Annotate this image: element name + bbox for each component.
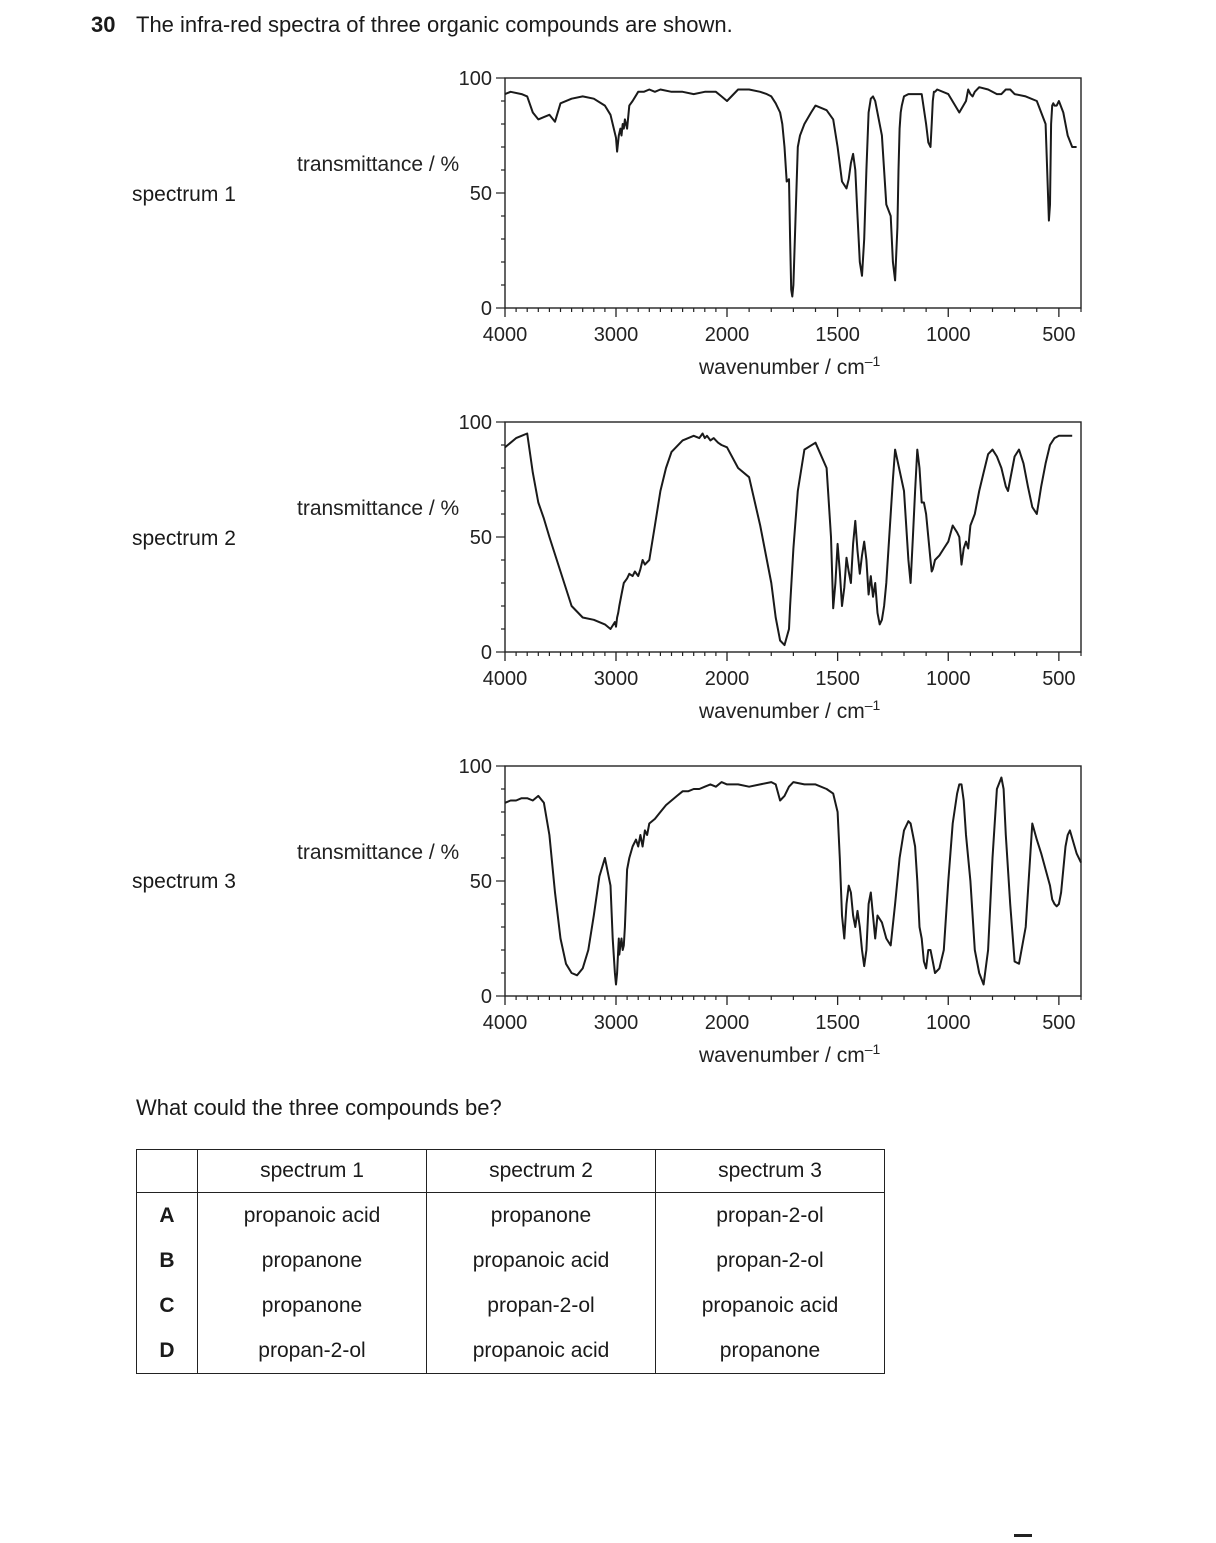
x-tick-label: 2000 [704, 668, 750, 690]
x-tick-label: 3000 [593, 668, 639, 690]
cell-spectrum-1: propanone [198, 1283, 427, 1328]
spectrum-2-label: spectrum 2 [132, 527, 236, 550]
x-tick-label: 3000 [593, 1012, 639, 1034]
x-tick-label: 1000 [926, 668, 971, 690]
y-tick-label: 100 [458, 756, 492, 778]
spectrum-3-chart [297, 756, 1081, 1067]
y-tick-label: 50 [469, 183, 492, 205]
x-tick-label: 500 [1042, 1012, 1076, 1034]
x-axis-label-superscript: –1 [864, 353, 881, 369]
cell-spectrum-3: propan-2-ol [656, 1193, 885, 1239]
option-letter: B [137, 1238, 198, 1283]
cell-spectrum-2: propanoic acid [427, 1328, 656, 1374]
y-axis-label: transmittance / % [297, 153, 460, 176]
answer-table [136, 1149, 885, 1374]
x-tick-label: 1000 [926, 1012, 971, 1034]
x-axis-label: wavenumber / $cm^{-1}$ [699, 697, 881, 723]
x-tick-label: 4000 [482, 1012, 528, 1034]
header-spectrum-2: spectrum 2 [427, 1150, 656, 1193]
cell-spectrum-1: propanoic acid [198, 1193, 427, 1239]
y-tick-label: 0 [480, 642, 492, 664]
cell-spectrum-3: propanone [656, 1328, 885, 1374]
x-tick-label: 500 [1042, 668, 1076, 690]
answer-row-c[interactable] [137, 1283, 885, 1328]
spectrum-2-trace [505, 434, 1072, 646]
y-tick-label: 0 [480, 298, 492, 320]
x-tick-label: 2000 [704, 1012, 750, 1034]
option-letter: C [137, 1283, 198, 1328]
y-tick-label: 50 [469, 871, 492, 893]
y-tick-label: 100 [458, 412, 492, 434]
question-text: The infra-red spectra of three organic compounds are shown. [136, 12, 733, 37]
x-tick-label: 500 [1042, 324, 1076, 346]
y-axis-label: transmittance / % [297, 841, 460, 864]
answer-table-header [137, 1150, 885, 1193]
x-tick-label: 4000 [482, 324, 528, 346]
x-axis-label-superscript: –1 [864, 697, 881, 713]
question-prompt: What could the three compounds be? [136, 1095, 502, 1120]
x-axis-label: wavenumber / $cm^{-1}$ [699, 1041, 881, 1067]
spectrum-1-chart [297, 68, 1081, 379]
cell-spectrum-2: propanone [427, 1193, 656, 1239]
page-footer-mark [1014, 1534, 1032, 1537]
cell-spectrum-1: propanone [198, 1238, 427, 1283]
spectrum-3-label: spectrum 3 [132, 870, 236, 893]
y-axis-label: transmittance / % [297, 497, 460, 520]
cell-spectrum-3: propanoic acid [656, 1283, 885, 1328]
y-tick-label: 0 [480, 986, 492, 1008]
x-axis-label-superscript: –1 [864, 1041, 881, 1057]
cell-spectrum-2: propan-2-ol [427, 1283, 656, 1328]
answer-row-a[interactable] [137, 1193, 885, 1239]
spectrum-1-trace [505, 87, 1077, 296]
x-tick-label: 1000 [926, 324, 971, 346]
answer-row-b[interactable] [137, 1238, 885, 1283]
x-tick-label: 2000 [704, 324, 750, 346]
x-tick-label: 1500 [815, 668, 860, 690]
y-tick-label: 100 [458, 68, 492, 90]
header-spectrum-1: spectrum 1 [198, 1150, 427, 1193]
x-tick-label: 4000 [482, 668, 528, 690]
x-tick-label: 1500 [815, 324, 860, 346]
answer-row-d[interactable] [137, 1328, 885, 1374]
option-letter: A [137, 1193, 198, 1239]
x-axis-label: wavenumber / $cm^{-1}$ [699, 353, 881, 379]
question-number: 30 [91, 12, 116, 37]
plot-frame [505, 766, 1081, 996]
spectrum-2-chart [297, 412, 1081, 723]
header-blank [137, 1150, 198, 1193]
cell-spectrum-1: propan-2-ol [198, 1328, 427, 1374]
y-tick-label: 50 [469, 527, 492, 549]
option-letter: D [137, 1328, 198, 1374]
cell-spectrum-3: propan-2-ol [656, 1238, 885, 1283]
x-tick-label: 1500 [815, 1012, 860, 1034]
header-spectrum-3: spectrum 3 [656, 1150, 885, 1193]
x-tick-label: 3000 [593, 324, 639, 346]
cell-spectrum-2: propanoic acid [427, 1238, 656, 1283]
spectrum-3-trace [505, 778, 1081, 985]
spectrum-1-label: spectrum 1 [132, 183, 236, 206]
plot-frame [505, 422, 1081, 652]
